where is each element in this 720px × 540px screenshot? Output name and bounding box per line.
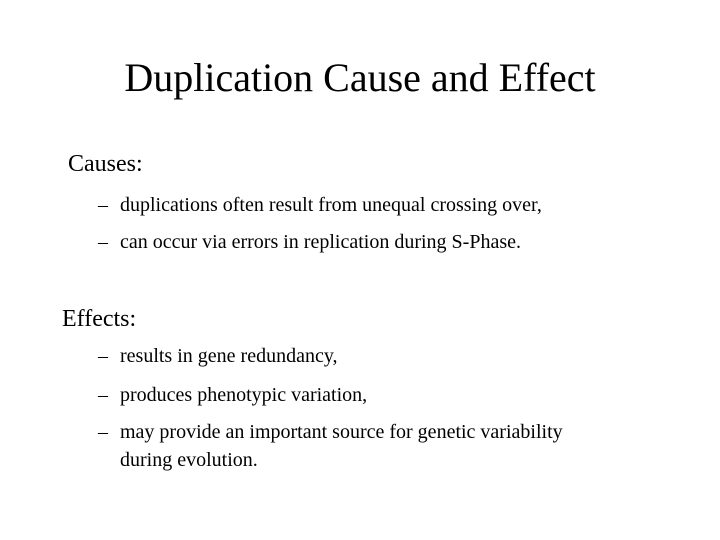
causes-item-1-text: duplications often result from unequal crossing over, bbox=[120, 194, 542, 216]
effects-item-3-text-line-2: during evolution. bbox=[120, 449, 258, 471]
slide-title: Duplication Cause and Effect bbox=[124, 55, 596, 100]
causes-heading: Causes: bbox=[68, 151, 143, 177]
bullet-dash: – bbox=[98, 421, 108, 443]
causes-item-2-text: can occur via errors in replication during S-Phase. bbox=[120, 231, 521, 253]
effects-item-1 bbox=[98, 342, 338, 370]
effects-item-2 bbox=[98, 381, 367, 409]
effects-item-2-text: produces phenotypic variation, bbox=[120, 384, 368, 406]
causes-item-2 bbox=[98, 228, 521, 256]
effects-item-3-text-line-1: may provide an important source for genetic variability bbox=[120, 421, 563, 443]
effects-item-3 bbox=[98, 418, 563, 474]
bullet-dash: – bbox=[98, 194, 108, 216]
bullet-dash: – bbox=[98, 384, 108, 406]
bullet-dash: – bbox=[98, 231, 108, 253]
bullet-dash: – bbox=[98, 345, 108, 367]
effects-item-1-text: results in gene redundancy, bbox=[120, 345, 338, 367]
effects-heading: Effects: bbox=[62, 306, 137, 332]
causes-item-1 bbox=[98, 191, 542, 219]
